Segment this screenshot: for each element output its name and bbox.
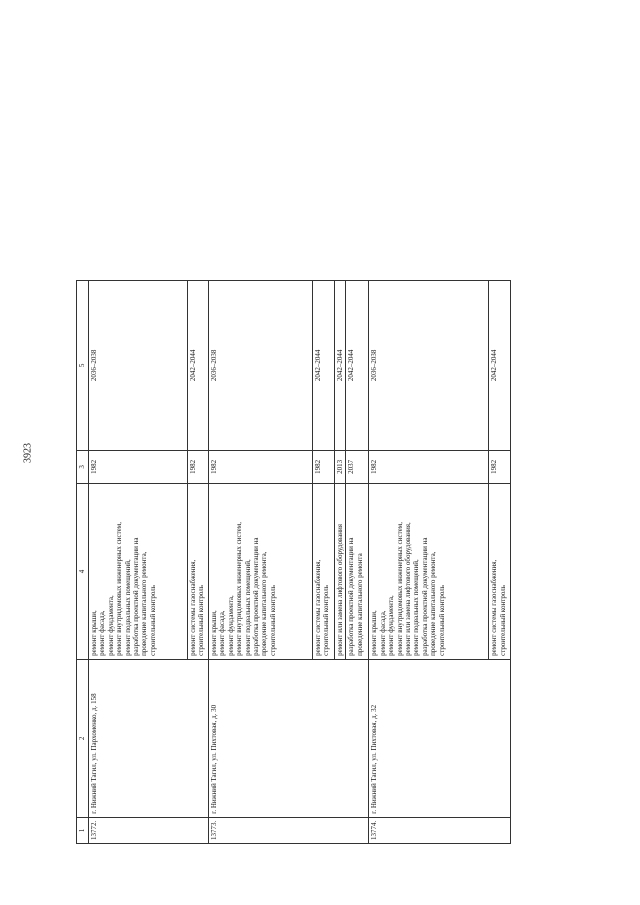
- object-number: 13773.: [209, 817, 369, 843]
- work-item: ремонт подвальных помещений,: [123, 559, 132, 656]
- work-item: разработка проектной документации на: [347, 537, 356, 656]
- work-item: ремонт подвальных помещений,: [243, 559, 252, 656]
- period-value: 2042–2044: [489, 281, 511, 451]
- object-address: г. Нижний Тагил, ул. Пихтовая, д. 30: [209, 659, 369, 817]
- work-item: строительный контроль: [322, 585, 331, 656]
- year-value: 1982: [369, 450, 489, 483]
- object-address: г. Нижний Тагил, ул. Пихтовая, д. 32: [369, 659, 511, 817]
- year-value: 1982: [209, 450, 313, 483]
- period-value: 2042–2044: [313, 281, 335, 451]
- table-row: [369, 281, 489, 844]
- work-item: ремонт фундамента,: [106, 595, 115, 656]
- works-list: [489, 484, 511, 660]
- header-col-period: 5: [77, 281, 89, 451]
- work-item: строительный контроль: [197, 585, 206, 656]
- header-col-address: 2: [77, 659, 89, 817]
- work-item: проведение капитального ремонта,: [260, 551, 269, 656]
- works-list: [369, 484, 489, 660]
- work-item: разработка проектной документации на: [252, 537, 261, 656]
- work-item: ремонт внутридомовых инженерных систем,: [235, 522, 244, 656]
- header-col-year: 4: [77, 484, 89, 660]
- period-value: 2036–2038: [369, 281, 489, 451]
- work-item: ремонт фундамента,: [387, 595, 396, 656]
- work-item: ремонт крыши,: [90, 610, 98, 656]
- work-item: строительный контроль: [268, 585, 277, 656]
- work-item: ремонт фасада,: [218, 610, 227, 656]
- works-list: [313, 484, 335, 660]
- work-item: проведение капитального ремонта,: [429, 551, 438, 656]
- header-col-works: 3: [77, 450, 89, 483]
- object-number: 13772.: [89, 817, 209, 843]
- period-value: 2036–2038: [209, 281, 313, 451]
- work-item: ремонт фасада,: [98, 610, 107, 656]
- work-item: строительный контроль: [498, 585, 507, 656]
- work-item: ремонт фасада,: [378, 610, 387, 656]
- work-item: ремонт системы газоснабжения,: [314, 559, 322, 656]
- work-item: ремонт или замена лифтового оборудования: [336, 523, 344, 656]
- work-item: ремонт внутридомовых инженерных систем,: [395, 522, 404, 656]
- object-number: 13774.: [369, 817, 511, 843]
- year-value: 1982: [313, 450, 335, 483]
- work-item: ремонт фундамента,: [226, 595, 235, 656]
- works-list: [188, 484, 209, 660]
- header-col-number: 1: [77, 817, 89, 843]
- period-value: 2042–2044: [335, 281, 346, 451]
- table-row: [89, 281, 188, 844]
- work-item: строительный контроль: [148, 585, 157, 656]
- works-list: [346, 484, 369, 660]
- work-item: ремонт системы газоснабжения,: [189, 559, 197, 656]
- page-number: 3923: [22, 443, 34, 463]
- work-item: ремонт или замена лифтового оборудования,: [404, 522, 413, 656]
- work-item: строительный контроль: [437, 585, 446, 656]
- work-item: ремонт крыши,: [210, 610, 218, 656]
- rotated-table-wrapper: [76, 280, 511, 844]
- works-list: [209, 484, 313, 660]
- work-item: разработка проектной документации на: [420, 537, 429, 656]
- work-item: разработка проектной документации на: [132, 537, 141, 656]
- work-item: ремонт системы газоснабжения,: [490, 559, 499, 656]
- work-item: проведение капитального ремонта: [355, 553, 364, 656]
- period-value: 2036–2038: [89, 281, 188, 451]
- year-value: 2037: [346, 450, 369, 483]
- work-item: ремонт внутридомовых инженерных систем,: [115, 522, 124, 656]
- period-value: 2042–2044: [188, 281, 209, 451]
- year-value: 2013: [335, 450, 346, 483]
- year-value: 1982: [89, 450, 188, 483]
- work-item: проведение капитального ремонта,: [140, 551, 149, 656]
- header-row: [77, 281, 89, 844]
- period-value: 2042–2044: [346, 281, 369, 451]
- year-value: 1982: [489, 450, 511, 483]
- work-item: ремонт крыши,: [370, 610, 379, 656]
- works-list: [335, 484, 346, 660]
- capital-repair-table: [76, 280, 511, 844]
- object-address: г. Нижний Тагил, ул. Пархоменко, д. 158: [89, 659, 209, 817]
- table-row: [209, 281, 313, 844]
- year-value: 1982: [188, 450, 209, 483]
- works-list: [89, 484, 188, 660]
- work-item: ремонт подвальных помещений,: [412, 559, 421, 656]
